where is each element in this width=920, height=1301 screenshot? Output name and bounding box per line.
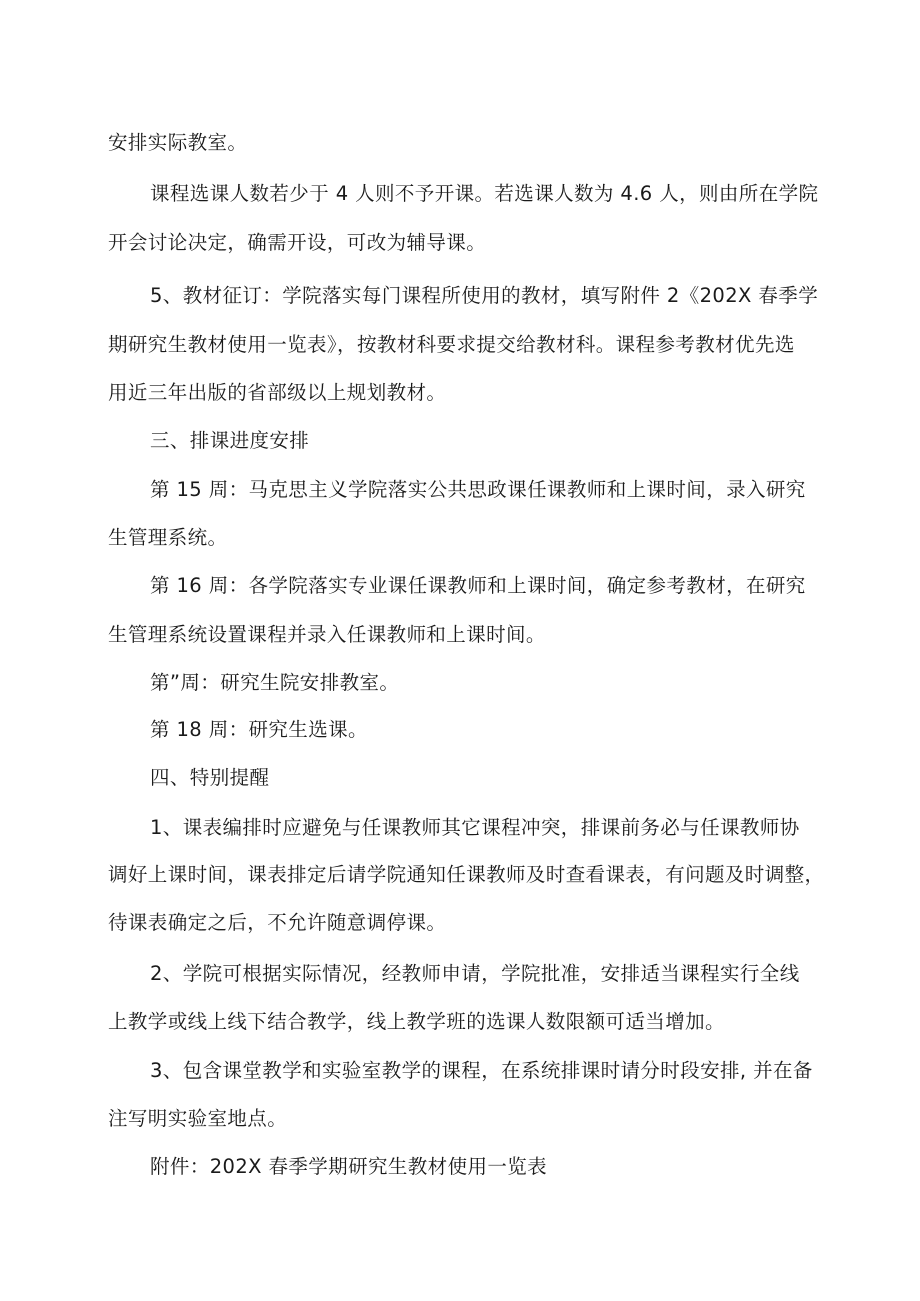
paragraph-0-line-0: 安排实际教室。 bbox=[108, 131, 248, 154]
paragraph-1-line-0: 课程选课人数若少于 4 人则不予开课。若选课人数为 4.6 人，则由所在学院 bbox=[150, 182, 819, 205]
paragraph-9-line-2: 待课表确定之后，不允许随意调停课。 bbox=[108, 911, 447, 934]
paragraph-5-line-1: 生管理系统设置课程并录入任课教师和上课时间。 bbox=[108, 623, 546, 646]
paragraph-6-line-0: 第”周：研究生院安排教室。 bbox=[150, 671, 400, 694]
paragraph-2-line-1: 期研究生教材使用一览表》，按教材科要求提交给教材科。课程参考教材优先选 bbox=[108, 333, 795, 356]
paragraph-7-line-0: 第 18 周：研究生选课。 bbox=[150, 718, 368, 741]
paragraph-2-line-0: 5、教材征订：学院落实每门课程所使用的教材，填写附件 2《202X 春季学 bbox=[150, 284, 819, 307]
paragraph-10-line-0: 2、学院可根据实际情况，经教师申请，学院批准，安排适当课程实行全线 bbox=[150, 962, 800, 985]
paragraph-10-line-1: 上教学或线上线下结合教学，线上教学班的选课人数限额可适当增加。 bbox=[108, 1010, 725, 1033]
paragraph-5-line-0: 第 16 周：各学院落实专业课任课教师和上课时间，确定参考教材，在研究 bbox=[150, 574, 806, 597]
paragraph-2-line-2: 用近三年出版的省部级以上规划教材。 bbox=[108, 381, 447, 404]
paragraph-11-line-0: 3、包含课堂教学和实验室教学的课程，在系统排课时请分时段安排, 并在备 bbox=[150, 1059, 813, 1082]
section-heading-schedule: 三、排课进度安排 bbox=[150, 429, 310, 452]
section-heading-reminders: 四、特别提醒 bbox=[150, 766, 270, 789]
paragraph-9-line-0: 1、课表编排时应避免与任课教师其它课程冲突，排课前务必与任课教师协 bbox=[150, 816, 800, 839]
paragraph-1-line-1: 开会讨论决定，确需开设，可改为辅导课。 bbox=[108, 231, 487, 254]
paragraph-11-line-1: 注写明实验室地点。 bbox=[108, 1107, 288, 1130]
paragraph-4-line-0: 第 15 周：马克思主义学院落实公共思政课任课教师和上课时间，录入研究 bbox=[150, 478, 806, 501]
paragraph-4-line-1: 生管理系统。 bbox=[108, 526, 228, 549]
paragraph-9-line-1: 调好上课时间，课表排定后请学院通知任课教师及时查看课表，有问题及时调整， bbox=[108, 863, 825, 886]
attachment-note: 附件：202X 春季学期研究生教材使用一览表 bbox=[150, 1155, 548, 1178]
